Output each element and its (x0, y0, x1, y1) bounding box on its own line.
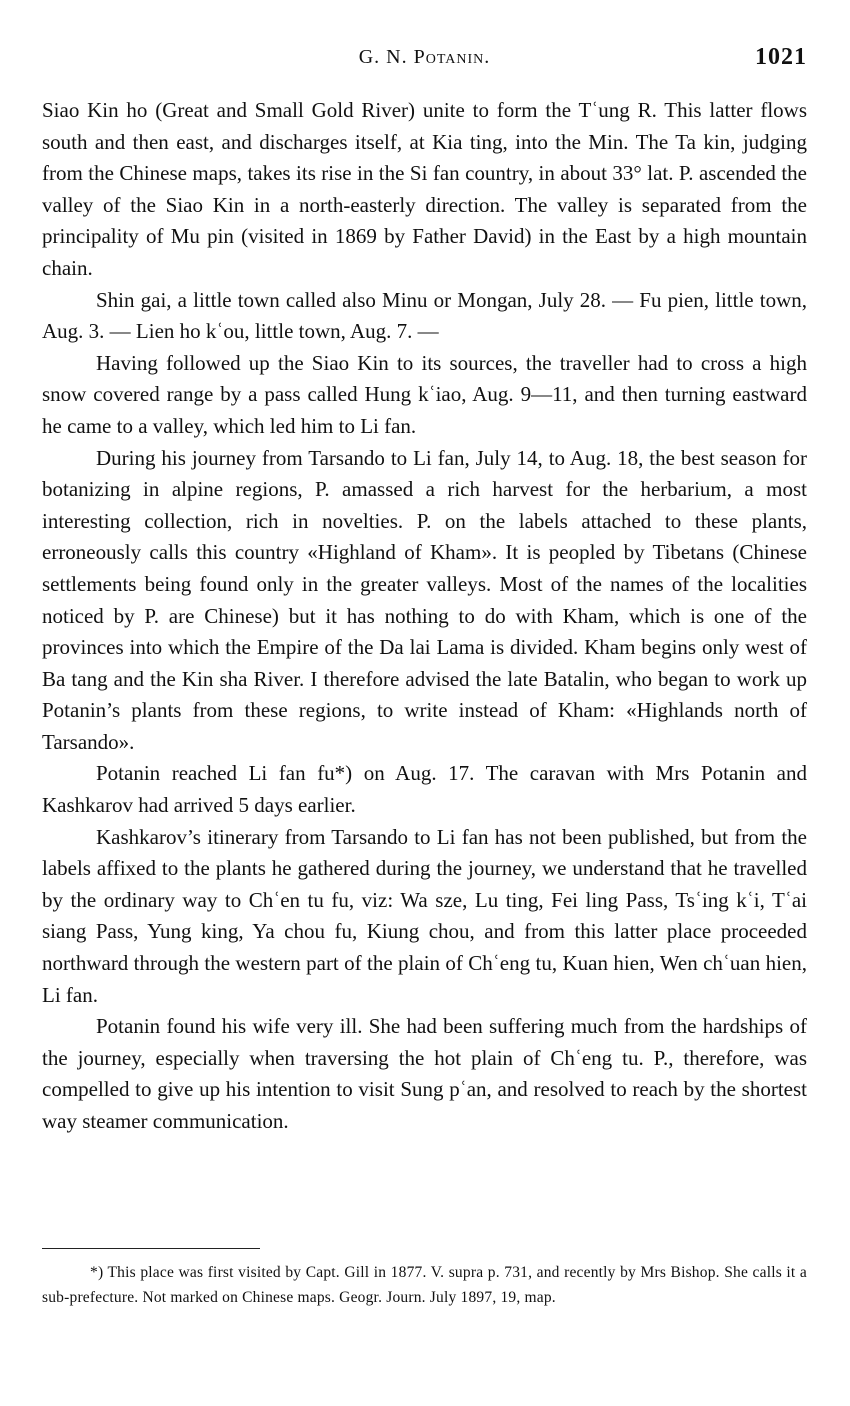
paragraph: Kashkarov’s itinerary from Tarsando to Li fan has not been published, but from the labels affixed to the plants he gathered during the journey, we understand that he travelled by the ordinary way to Chʿen tu fu, viz: Wa sze, Lu ting, Fei ling Pass, Tsʿing kʿi, Tʿai siang Pass, Yung king, Ya chou fu, Kiung chou, and from this latter place proceeded northward through the western part of the plain of Chʿeng tu, Kuan hien, Wen chʿuan hien, Li fan. (42, 824, 807, 1007)
paragraph: During his journey from Tarsando to Li fan, July 14, to Aug. 18, the best season for botanizing in alpine regions, P. amassed a rich harvest for the herbarium, a most interesting collection, rich in novelties. P. on the labels attached to these plants, erroneously calls this country «Highland of Kham». It is peopled by Tibetans (Chinese settlements being found only in the greater valleys. Most of the names of the localities noticed by P. are Chinese) but it has nothing to do with Kham, which is one of the provinces into which the Empire of the Da lai Lama is divided. Kham begins only west of Ba tang and the Kin sha River. I therefore advised the late Batalin, who began to work up Potanin’s plants from these regions, to write instead of Kham: «Highlands north of Tarsando». (42, 445, 807, 754)
footnote (42, 1260, 807, 1310)
running-title: G. N. Potanin. (358, 46, 491, 68)
footnote-separator (42, 1248, 260, 1249)
body-text (42, 95, 807, 1138)
page-header (42, 40, 807, 80)
paragraph: Potanin found his wife very ill. She had been suffering much from the hardships of the journey, especially when traversing the hot plain of Chʿeng tu. P., therefore, was compelled to give up his intention to visit Sung pʿan, and resolved to reach by the shortest way steamer communication. (42, 1014, 807, 1133)
paragraph: Siao Kin ho (Great and Small Gold River) unite to form the Tʿung R. This latter flows south and then east, and discharges itself, at Kia ting, into the Min. The Ta kin, judging from the Chinese maps, takes its rise in the Si fan country, in about 33° lat. P. ascended the valley of the Siao Kin in a north-easterly direction. The valley is separated from the principality of Mu pin (visited in 1869 by Father David) in the East by a high mountain chain. (42, 98, 807, 280)
footnote-text: *) This place was first visited by Capt. Gill in 1877. V. supra p. 731, and recently by Mrs Bishop. She calls it a sub-prefecture. Not marked on Chinese maps. Geogr. Journ. July 1897, 19, map. (42, 1264, 807, 1306)
paragraph: Potanin reached Li fan fu*) on Aug. 17. The caravan with Mrs Potanin and Kashkarov had arrived 5 days earlier. (42, 761, 807, 818)
page-number: 1021 (755, 44, 807, 70)
paragraph: Having followed up the Siao Kin to its sources, the traveller had to cross a high snow covered range by a pass called Hung kʿiao, Aug. 9—11, and then turning eastward he came to a valley, which led him to Li fan. (42, 350, 807, 438)
paragraph: Shin gai, a little town called also Minu or Mongan, July 28. — Fu pien, little town, Aug. 3. — Lien ho kʿou, little town, Aug. 7. — (42, 287, 807, 344)
